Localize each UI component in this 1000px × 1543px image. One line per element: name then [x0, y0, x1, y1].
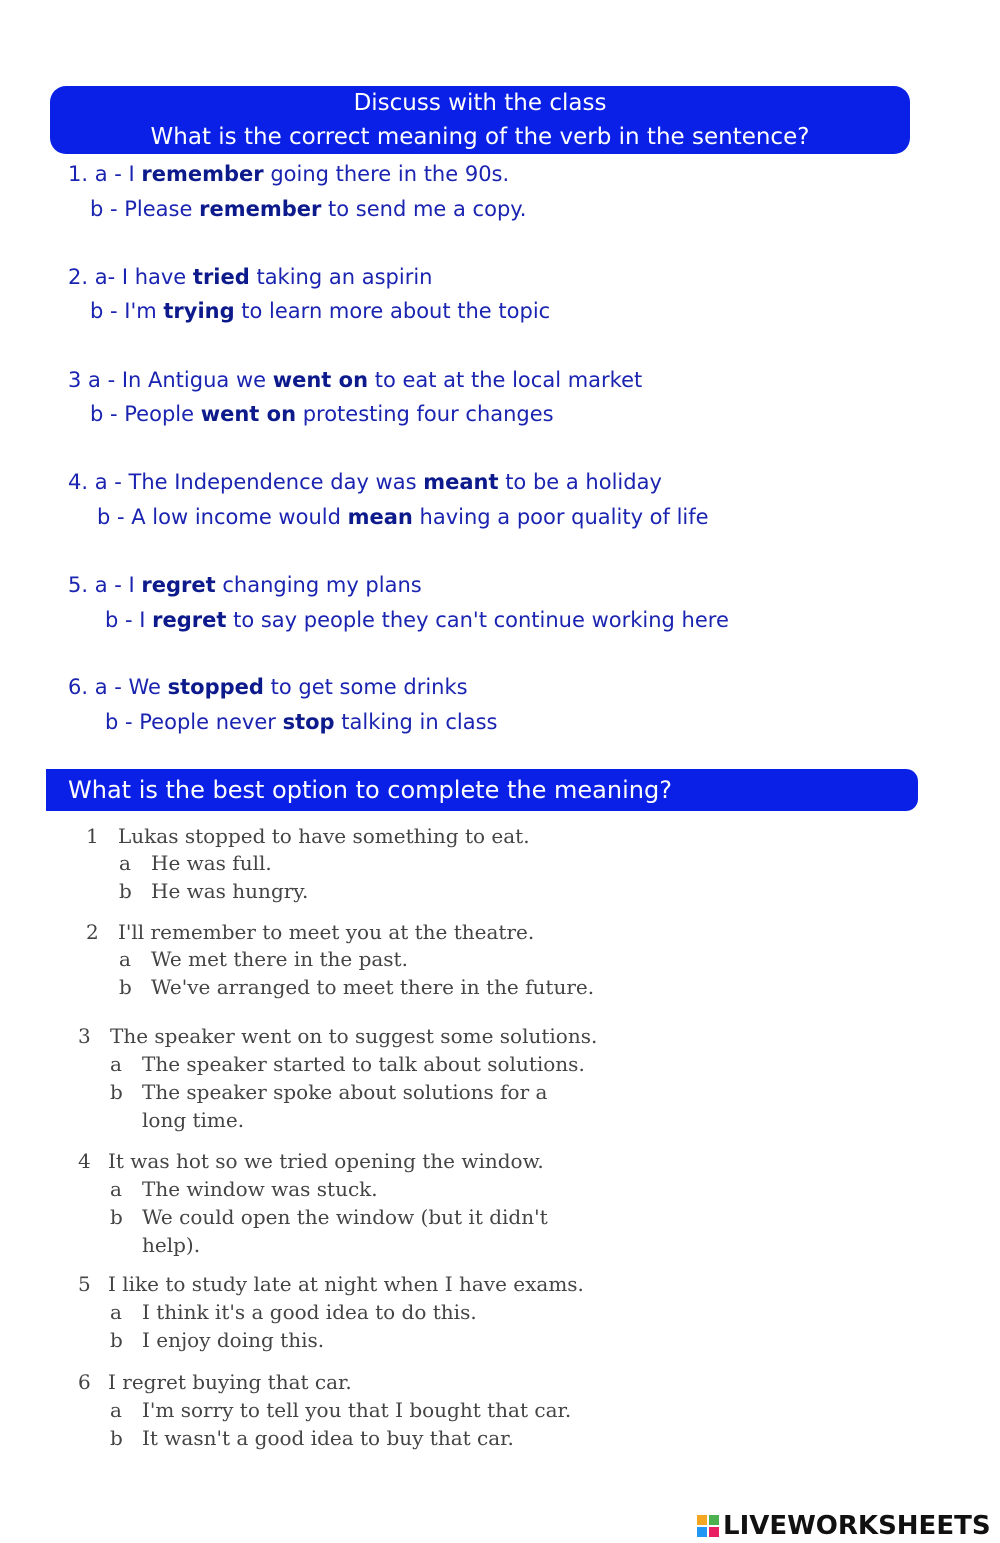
- header-line-2: What is the correct meaning of the verb in the sentence?: [150, 124, 810, 150]
- part1-line: 6. a - We stopped to get some drinks: [68, 675, 468, 699]
- part1-line: 4. a - The Independence day was meant to be a holiday: [68, 470, 662, 494]
- part1-line: b - People went on protesting four changes: [90, 402, 554, 426]
- header-line-1: Discuss with the class: [353, 90, 607, 116]
- section2-title-banner: [46, 769, 918, 811]
- part1-line: 2. a- I have tried taking an aspirin: [68, 265, 433, 289]
- logo-mark-icon: [697, 1515, 719, 1537]
- logo-text: LIVEWORKSHEETS: [723, 1511, 991, 1541]
- part1-line: 3 a - In Antigua we went on to eat at the local market: [68, 368, 643, 392]
- liveworksheets-logo: [697, 1509, 991, 1543]
- part1-line: 5. a - I regret changing my plans: [68, 573, 422, 597]
- part1-line: b - People never stop talking in class: [105, 710, 498, 734]
- part1-line: b - A low income would mean having a poor quality of life: [97, 505, 709, 529]
- part1-line: b - Please remember to send me a copy.: [90, 197, 527, 221]
- section2-title: What is the best option to complete the meaning?: [68, 776, 672, 804]
- part1-line: b - I'm trying to learn more about the topic: [90, 299, 551, 323]
- discussion-header-banner: [50, 86, 910, 154]
- part1-line: 1. a - I remember going there in the 90s.: [68, 162, 510, 186]
- part1-line: b - I regret to say people they can't continue working here: [105, 608, 729, 632]
